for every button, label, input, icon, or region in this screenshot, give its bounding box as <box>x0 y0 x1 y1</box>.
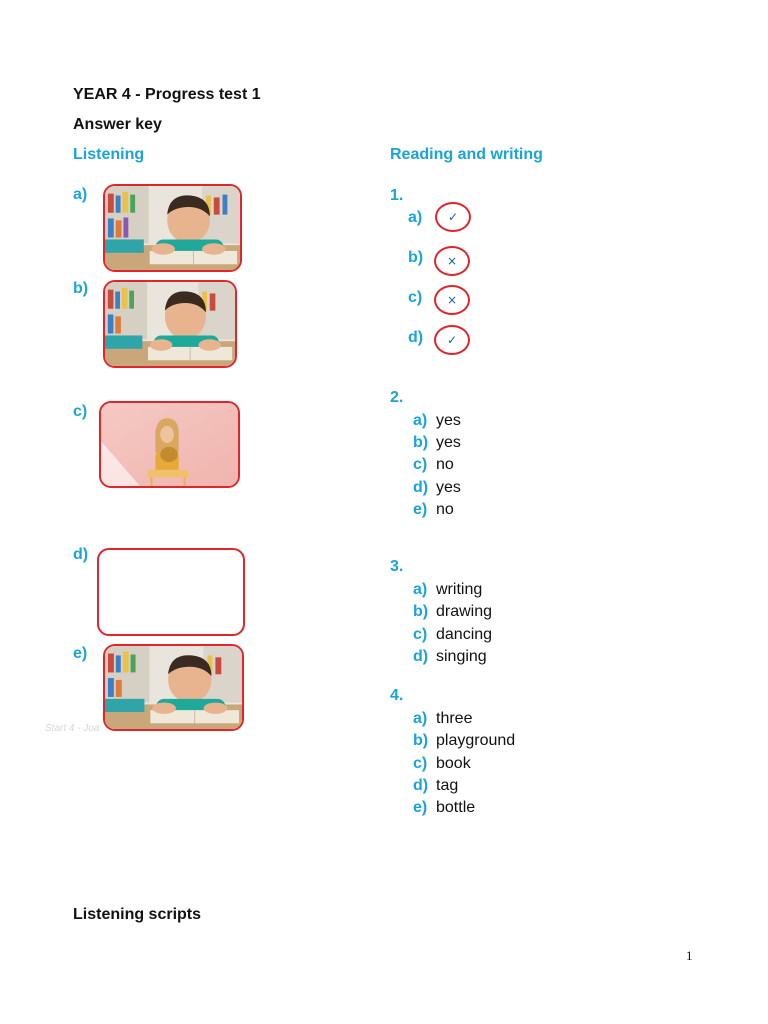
answer-label: c) <box>413 456 428 473</box>
cross-mark-icon: × <box>434 285 470 315</box>
listening-label-e: e) <box>73 645 88 662</box>
listening-label-d: d) <box>73 546 89 563</box>
q1-label-c: c) <box>408 289 423 306</box>
answer-row <box>413 648 487 666</box>
picture-boy-reading <box>103 644 244 731</box>
answer-value: writing <box>436 581 483 598</box>
q1-label-b: b) <box>408 249 424 266</box>
answer-label: b) <box>413 434 429 451</box>
answer-label: b) <box>413 732 429 749</box>
question-1-number: 1. <box>390 187 404 204</box>
answer-label: e) <box>413 501 428 518</box>
listening-label-c: c) <box>73 403 88 420</box>
answer-row <box>413 755 471 773</box>
answer-row <box>413 479 461 497</box>
answer-row <box>413 501 454 519</box>
listening-label-a: a) <box>73 186 88 203</box>
answer-label: e) <box>413 799 428 816</box>
question-2-number: 2. <box>390 389 404 406</box>
answer-label: c) <box>413 626 428 643</box>
answer-row <box>413 581 482 599</box>
answer-value: bottle <box>436 799 476 816</box>
listening-scripts-heading: Listening scripts <box>73 906 202 923</box>
answer-row <box>413 412 461 430</box>
answer-label: c) <box>413 755 428 772</box>
footer-watermark: Start 4 - Joa <box>45 723 100 734</box>
question-4-number: 4. <box>390 687 404 704</box>
answer-value: three <box>436 710 473 727</box>
answer-value: tag <box>436 777 459 794</box>
answer-value: no <box>436 501 454 518</box>
answer-value: yes <box>436 479 461 496</box>
q1-label-a: a) <box>408 209 423 226</box>
answer-value: yes <box>436 412 461 429</box>
answer-label: d) <box>413 479 429 496</box>
answer-value: dancing <box>436 626 493 643</box>
answer-label: a) <box>413 581 428 598</box>
page-number: 1 <box>686 948 693 963</box>
answer-value: no <box>436 456 454 473</box>
picture-empty-box <box>97 548 245 636</box>
answer-row <box>413 456 454 474</box>
picture-boy-reading <box>103 280 237 368</box>
answer-row <box>413 777 458 795</box>
picture-girl-with-teddy <box>99 401 240 488</box>
picture-boy-reading <box>103 184 242 272</box>
reading-writing-heading: Reading and writing <box>390 146 543 163</box>
check-mark-icon: ✓ <box>434 325 470 355</box>
document-subtitle: Answer key <box>73 116 162 133</box>
answer-row <box>413 434 461 452</box>
answer-value: singing <box>436 648 487 665</box>
answer-label: d) <box>413 777 429 794</box>
question-3-number: 3. <box>390 558 404 575</box>
listening-label-b: b) <box>73 280 89 297</box>
document-title: YEAR 4 - Progress test 1 <box>73 86 261 103</box>
answer-value: book <box>436 755 471 772</box>
q1-label-d: d) <box>408 329 424 346</box>
answer-label: b) <box>413 603 429 620</box>
answer-value: yes <box>436 434 461 451</box>
answer-label: a) <box>413 710 428 727</box>
answer-label: d) <box>413 648 429 665</box>
check-mark-icon: ✓ <box>435 202 471 232</box>
answer-row <box>413 799 475 817</box>
answer-value: playground <box>436 732 516 749</box>
listening-heading: Listening <box>73 146 145 163</box>
answer-row <box>413 626 492 644</box>
answer-value: drawing <box>436 603 493 620</box>
answer-row <box>413 732 515 750</box>
answer-row <box>413 710 472 728</box>
cross-mark-icon: × <box>434 246 470 276</box>
answer-row <box>413 603 492 621</box>
answer-label: a) <box>413 412 428 429</box>
